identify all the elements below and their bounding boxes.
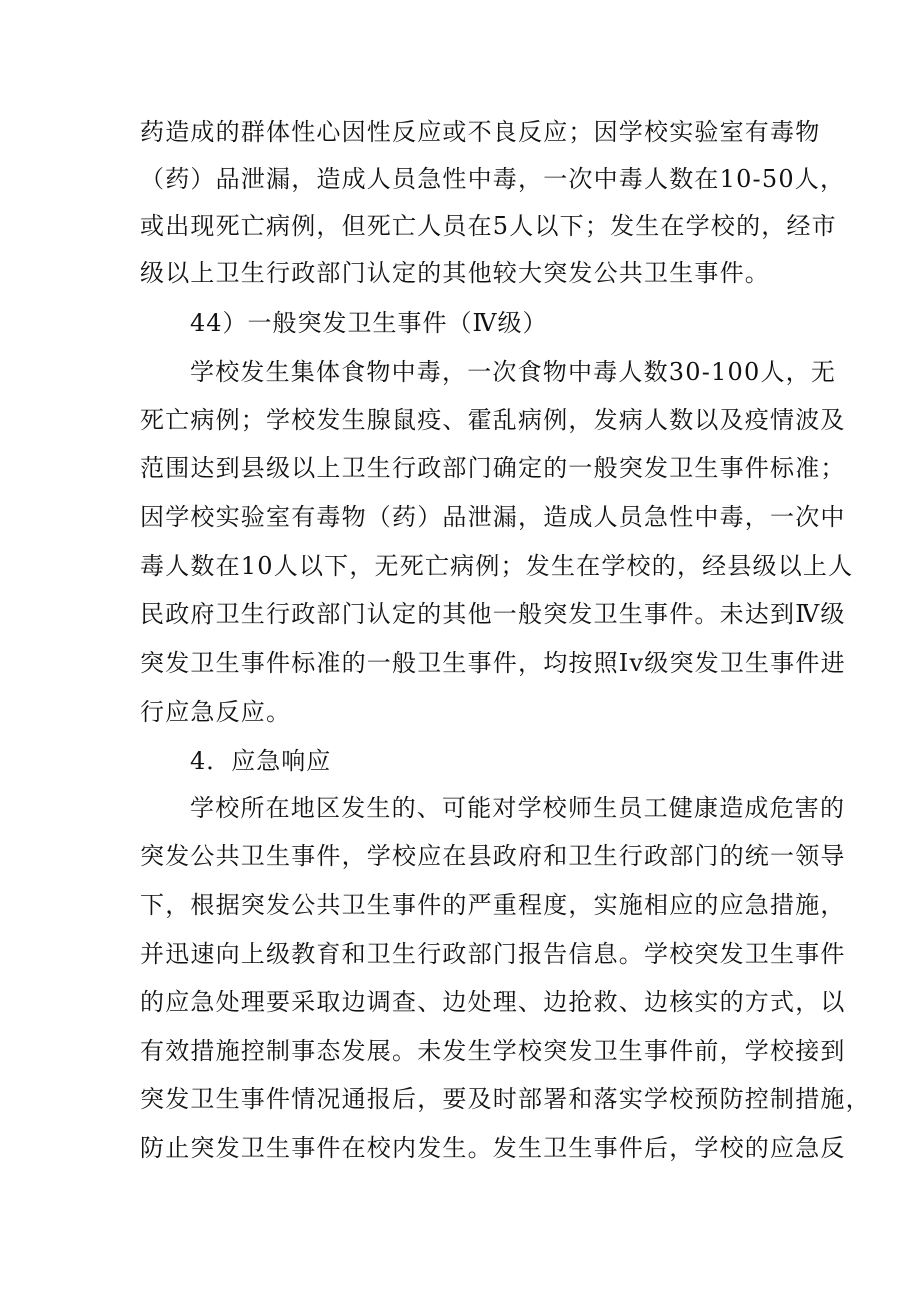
paragraph-line: 突发卫生事件情况通报后，要及时部署和落实学校预防控制措施， (140, 1085, 871, 1113)
paragraph-line: 死亡病例；学校发生腺鼠疫、霍乱病例，发病人数以及疫情波及 (140, 406, 846, 434)
section-heading: 4．应急响应 (190, 747, 332, 775)
paragraph-line: 有效措施控制事态发展。未发生学校突发卫生事件前，学校接到 (140, 1037, 846, 1065)
paragraph-line: （药）品泄漏，造成人员急性中毒，一次中毒人数在10-50人， (140, 165, 846, 193)
paragraph-line: 药造成的群体性心因性反应或不良反应；因学校实验室有毒物 (140, 118, 821, 146)
paragraph-line: 并迅速向上级教育和卫生行政部门报告信息。学校突发卫生事件 (140, 940, 846, 968)
paragraph-line: 的应急处理要采取边调查、边处理、边抢救、边核实的方式，以 (140, 988, 846, 1016)
paragraph-line: 下，根据突发公共卫生事件的严重程度，实施相应的应急措施， (140, 891, 846, 919)
paragraph-line: 行应急反应。 (140, 698, 292, 726)
paragraph-line: 突发公共卫生事件，学校应在县政府和卫生行政部门的统一领导 (140, 842, 846, 870)
paragraph-line: 范围达到县级以上卫生行政部门确定的一般突发卫生事件标准； (140, 454, 846, 482)
section-heading: 44）一般突发卫生事件（Ⅳ级） (190, 309, 548, 337)
paragraph-line: 防止突发卫生事件在校内发生。发生卫生事件后，学校的应急反 (140, 1134, 846, 1162)
paragraph-line: 学校发生集体食物中毒，一次食物中毒人数30-100人，无 (190, 358, 837, 386)
paragraph-line: 或出现死亡病例，但死亡人员在5人以下；发生在学校的，经市 (140, 212, 837, 240)
paragraph-line: 毒人数在10人以下，无死亡病例；发生在学校的，经县级以上人 (140, 552, 854, 580)
paragraph-line: 民政府卫生行政部门认定的其他一般突发卫生事件。未达到Ⅳ级 (140, 600, 846, 628)
paragraph-line: 突发卫生事件标准的一般卫生事件，均按照Iv级突发卫生事件进 (140, 649, 846, 677)
paragraph-line: 级以上卫生行政部门认定的其他较大突发公共卫生事件。 (140, 259, 770, 287)
paragraph-line: 因学校实验室有毒物（药）品泄漏，造成人员急性中毒，一次中 (140, 503, 846, 531)
paragraph-line: 学校所在地区发生的、可能对学校师生员工健康造成危害的 (190, 794, 846, 822)
